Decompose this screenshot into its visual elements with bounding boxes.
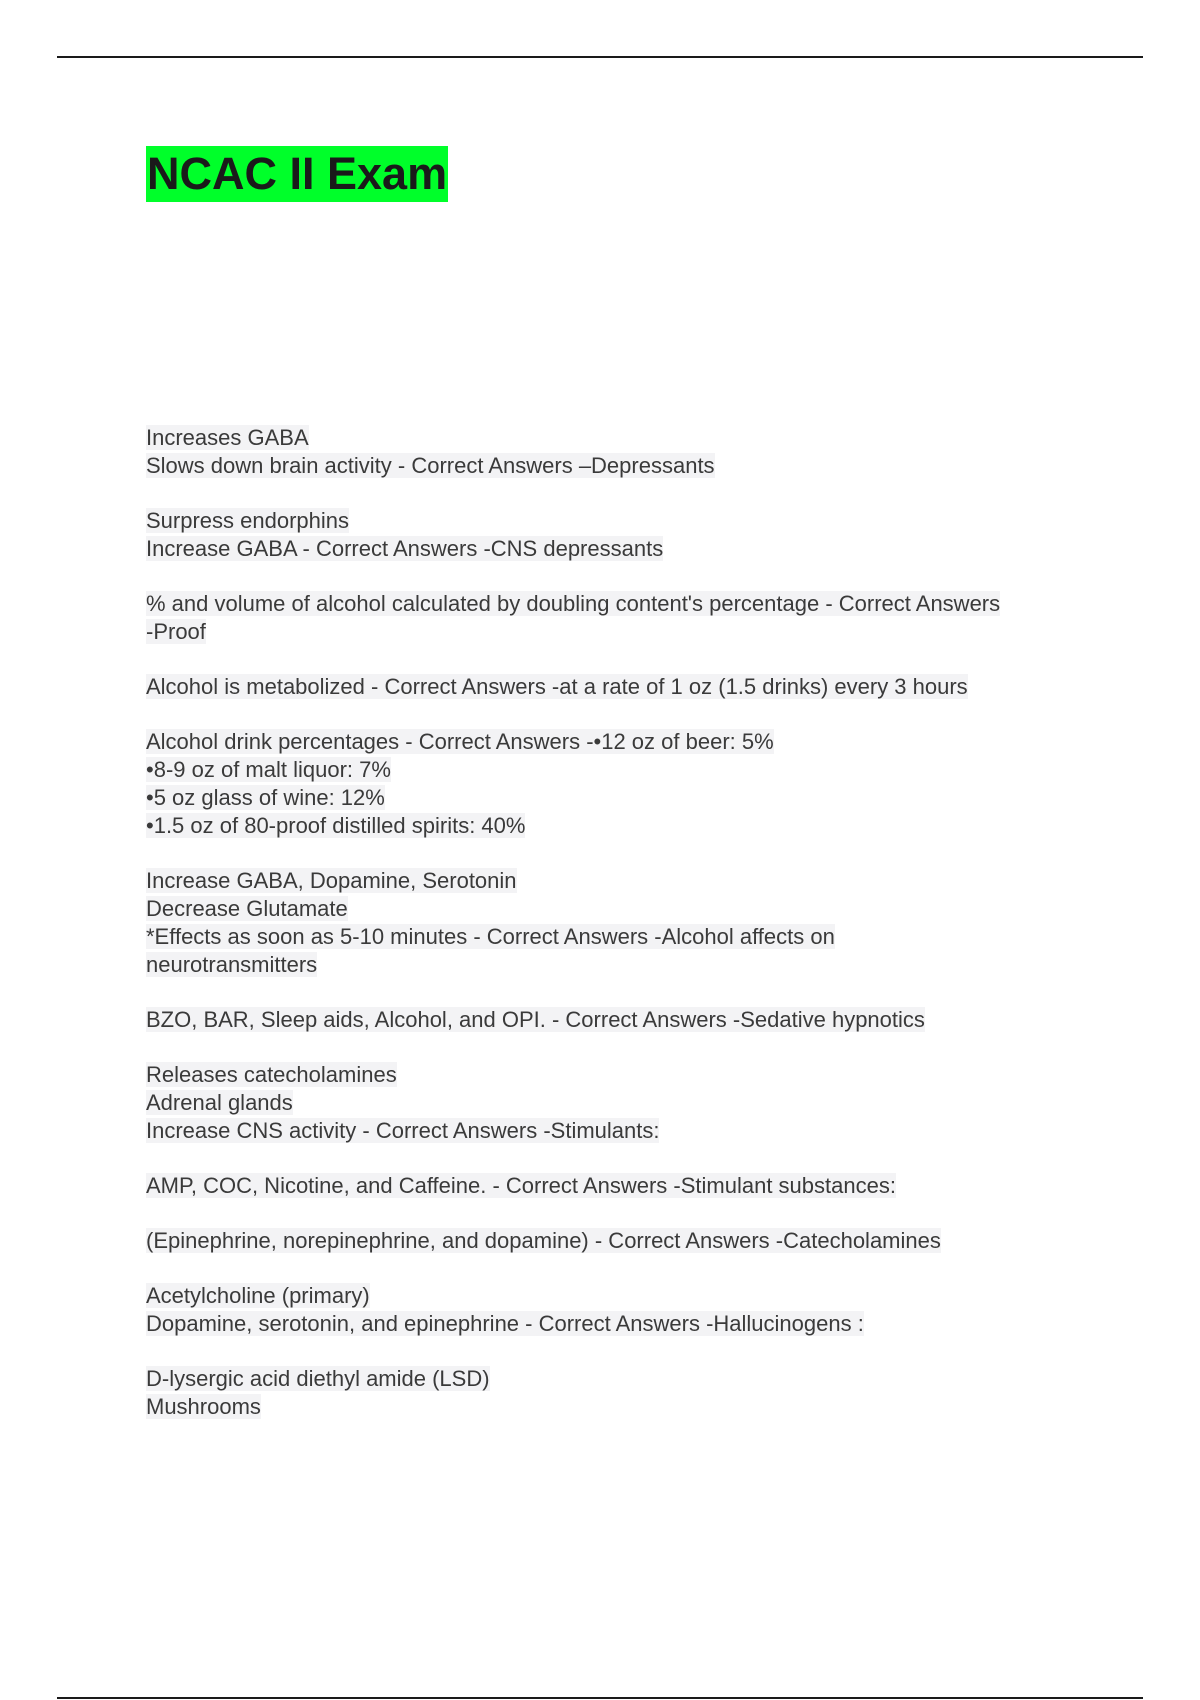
qa-line-text: Alcohol is metabolized - Correct Answers -at a rate of 1 oz (1.5 drinks) every 3 hours [146, 674, 968, 699]
qa-line-text: Acetylcholine (primary) [146, 1283, 370, 1308]
qa-line [146, 1227, 1106, 1255]
qa-line-text: (Epinephrine, norepinephrine, and dopamine) - Correct Answers -Catecholamines [146, 1228, 941, 1253]
qa-line-text: Releases catecholamines [146, 1062, 397, 1087]
qa-line [146, 895, 1106, 923]
qa-line-text: Mushrooms [146, 1394, 261, 1419]
qa-line [146, 1089, 1106, 1117]
qa-line-text: % and volume of alcohol calculated by doubling content's percentage - Correct Answers [146, 591, 1001, 616]
qa-entry [146, 1282, 1106, 1338]
qa-line-text: Increase GABA, Dopamine, Serotonin [146, 868, 517, 893]
qa-entry [146, 424, 1106, 480]
qa-line-text: Alcohol drink percentages - Correct Answers -•12 oz of beer: 5% [146, 729, 774, 754]
qa-entry [146, 1061, 1106, 1145]
qa-line [146, 951, 1106, 979]
qa-line [146, 923, 1106, 951]
qa-line [146, 728, 1106, 756]
qa-entry [146, 1227, 1106, 1255]
qa-line [146, 590, 1106, 618]
qa-line-text: Adrenal glands [146, 1090, 293, 1115]
qa-entry [146, 1006, 1106, 1034]
qa-line [146, 1172, 1106, 1200]
qa-line [146, 507, 1106, 535]
qa-entry [146, 1172, 1106, 1200]
qa-line [146, 1393, 1106, 1421]
qa-line [146, 867, 1106, 895]
qa-line-text: •5 oz glass of wine: 12% [146, 785, 385, 810]
qa-line-text: Increase CNS activity - Correct Answers -Stimulants: [146, 1118, 660, 1143]
qa-line [146, 812, 1106, 840]
top-divider [57, 56, 1143, 58]
document-title: NCAC II Exam [146, 146, 448, 202]
qa-line [146, 1365, 1106, 1393]
qa-line [146, 1006, 1106, 1034]
qa-line [146, 784, 1106, 812]
qa-line [146, 424, 1106, 452]
qa-line [146, 1282, 1106, 1310]
qa-line [146, 452, 1106, 480]
qa-entry [146, 590, 1106, 646]
qa-line-text: AMP, COC, Nicotine, and Caffeine. - Correct Answers -Stimulant substances: [146, 1173, 896, 1198]
qa-line-text: Dopamine, serotonin, and epinephrine - Correct Answers -Hallucinogens : [146, 1311, 864, 1336]
qa-line [146, 1117, 1106, 1145]
qa-line-text: *Effects as soon as 5-10 minutes - Correct Answers -Alcohol affects on [146, 924, 835, 949]
qa-line-text: neurotransmitters [146, 952, 318, 977]
bottom-divider [57, 1697, 1143, 1699]
qa-line-text: Increases GABA [146, 425, 309, 450]
qa-line-text: •8-9 oz of malt liquor: 7% [146, 757, 391, 782]
qa-entry [146, 673, 1106, 701]
qa-line [146, 618, 1106, 646]
qa-line [146, 673, 1106, 701]
qa-entry [146, 507, 1106, 563]
qa-line-text: •1.5 oz of 80-proof distilled spirits: 40% [146, 813, 526, 838]
title-block [146, 146, 448, 202]
qa-line [146, 756, 1106, 784]
qa-line [146, 1061, 1106, 1089]
qa-list [146, 424, 1106, 1448]
qa-line [146, 535, 1106, 563]
qa-line-text: Increase GABA - Correct Answers -CNS depressants [146, 536, 664, 561]
qa-entry [146, 728, 1106, 840]
qa-line-text: BZO, BAR, Sleep aids, Alcohol, and OPI. - Correct Answers -Sedative hypnotics [146, 1007, 925, 1032]
qa-line-text: Decrease Glutamate [146, 896, 348, 921]
qa-entry [146, 1365, 1106, 1421]
qa-line-text: Slows down brain activity - Correct Answers –Depressants [146, 453, 715, 478]
qa-entry [146, 867, 1106, 979]
qa-line [146, 1310, 1106, 1338]
qa-line-text: D-lysergic acid diethyl amide (LSD) [146, 1366, 490, 1391]
qa-line-text: Surpress endorphins [146, 508, 350, 533]
qa-line-text: -Proof [146, 619, 206, 644]
